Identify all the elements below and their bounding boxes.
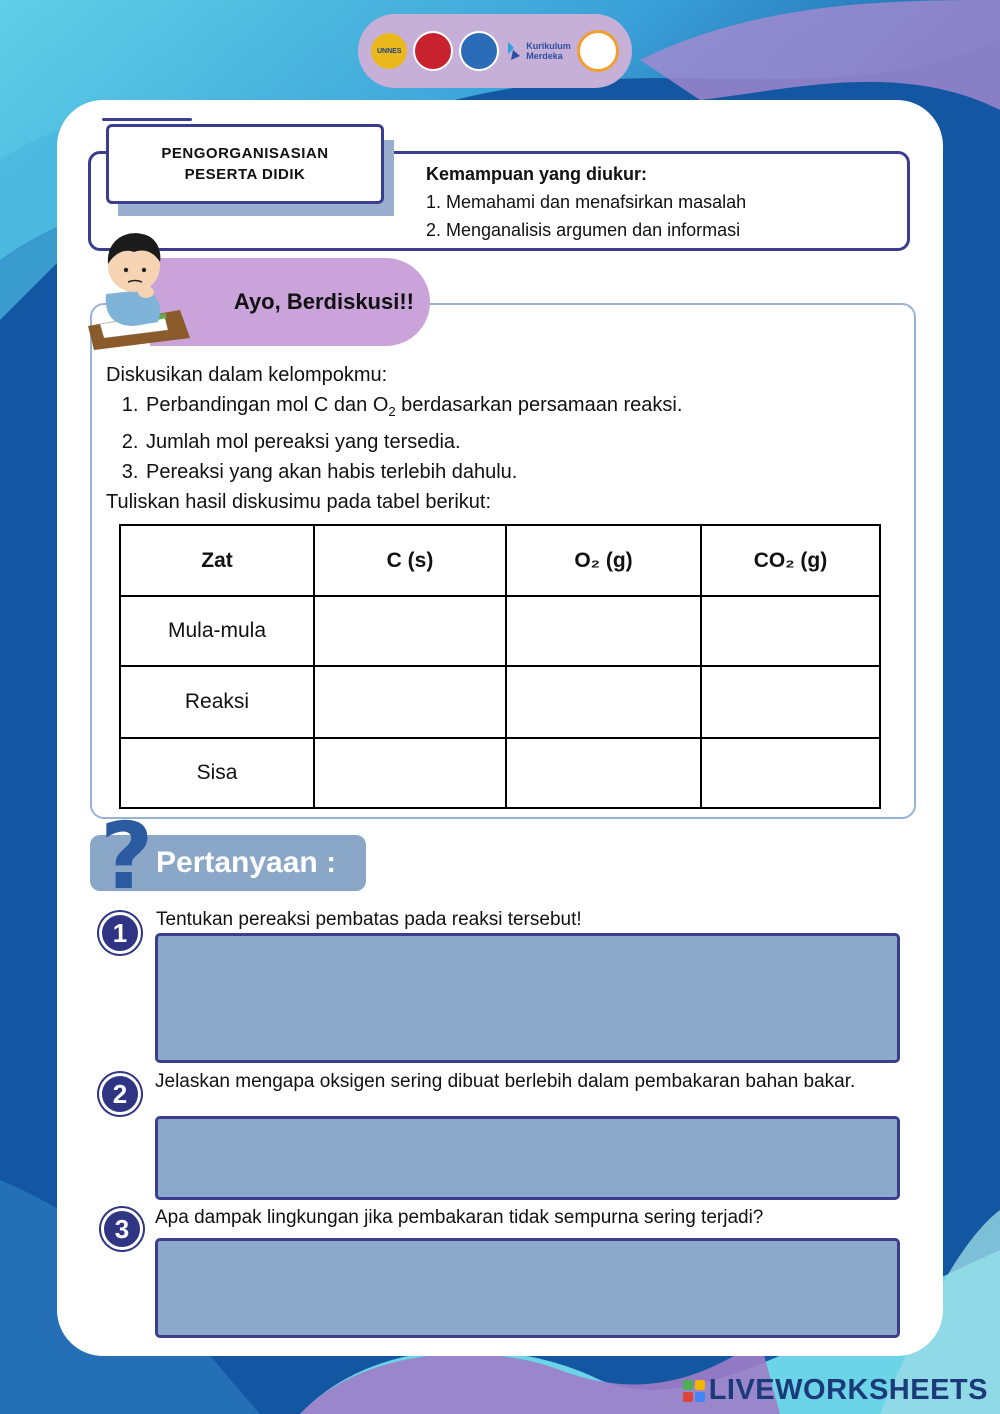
header-c: C (s) (314, 525, 506, 596)
liveworksheets-icon (683, 1380, 705, 1402)
table-header-row (120, 525, 880, 596)
cell-o2-reaksi[interactable] (506, 666, 701, 737)
student-thinking-illustration (84, 226, 194, 350)
section-tag (106, 124, 384, 204)
table-row (120, 666, 880, 737)
unnes-logo-text: UNNES (376, 47, 402, 55)
merdeka-belajar-logo (577, 30, 619, 72)
questions-title-text: Pertanyaan : (156, 846, 337, 879)
question-number-2: 2 (99, 1073, 141, 1115)
tag-accent-line (102, 118, 192, 121)
discussion-title-text: Ayo, Berdiskusi!! (233, 289, 414, 314)
logo-bar (358, 14, 632, 88)
discussion-item-1: 1. Perbandingan mol C dan $O_2$ berdasarkan persamaan reaksi. (144, 390, 906, 427)
liveworksheets-brand[interactable] (683, 1374, 988, 1407)
kemampuan-item-1: 1. Memahami dan menafsirkan masalah (426, 192, 747, 212)
tut-wuri-handayani-logo (459, 31, 499, 71)
cell-o2-sisa[interactable] (506, 738, 701, 808)
cell-co2-reaksi[interactable] (701, 666, 880, 737)
question-mark-icon: ? (100, 803, 154, 910)
kemampuan-title: Kemampuan yang diukur: (426, 164, 648, 184)
discussion-item-2: 2. Jumlah mol pereaksi yang tersedia. (144, 427, 906, 457)
row-label-sisa: Sisa (120, 738, 314, 808)
cell-co2-sisa[interactable] (701, 738, 880, 808)
header-co2: CO₂ (g) (701, 525, 880, 596)
cell-c-reaksi[interactable] (314, 666, 506, 737)
cell-co2-mula[interactable] (701, 596, 880, 666)
answer-box-1[interactable] (155, 933, 900, 1063)
header-o2: O₂ (g) (506, 525, 701, 596)
kurikulum-line1: Kurikulum (526, 41, 571, 51)
liveworksheets-text: LIVEWORKSHEETS (708, 1374, 988, 1406)
discussion-intro: Diskusikan dalam kelompokmu: (106, 364, 388, 386)
discussion-outro: Tuliskan hasil diskusimu pada tabel berikut: (106, 491, 492, 513)
unnes-logo (371, 33, 407, 69)
discussion-item-3: 3. Pereaksi yang akan habis terlebih dahulu. (144, 457, 906, 487)
header-zat: Zat (120, 525, 314, 596)
tag-line1: PENGORGANISASIAN (161, 145, 329, 162)
tag-line2: PESERTA DIDIK (184, 166, 306, 183)
row-label-mula-mula: Mula-mula (120, 596, 314, 666)
cell-c-sisa[interactable] (314, 738, 506, 808)
discussion-instructions (106, 360, 906, 517)
table-row (120, 596, 880, 666)
kurikulum-icon (505, 40, 523, 62)
cell-o2-mula[interactable] (506, 596, 701, 666)
university-seal-logo (413, 31, 453, 71)
kemampuan-item-2: 2. Menganalisis argumen dan informasi (426, 220, 741, 240)
cell-c-mula[interactable] (314, 596, 506, 666)
row-label-reaksi: Reaksi (120, 666, 314, 737)
question-text-3: Apa dampak lingkungan jika pembakaran tidak sempurna sering terjadi? (155, 1207, 764, 1228)
question-number-3: 3 (101, 1208, 143, 1250)
kurikulum-line2: Merdeka (526, 51, 563, 61)
question-text-2: Jelaskan mengapa oksigen sering dibuat berlebih dalam pembakaran bahan bakar. (155, 1071, 856, 1092)
question-text-1: Tentukan pereaksi pembatas pada reaksi tersebut! (156, 909, 582, 930)
mol-table (119, 524, 881, 809)
kemampuan-list (426, 160, 896, 244)
kurikulum-merdeka-logo (505, 40, 571, 62)
question-number-1: 1 (99, 912, 141, 954)
discussion-list (106, 390, 906, 487)
table-row (120, 738, 880, 808)
answer-box-2[interactable] (155, 1116, 900, 1200)
answer-box-3[interactable] (155, 1238, 900, 1338)
